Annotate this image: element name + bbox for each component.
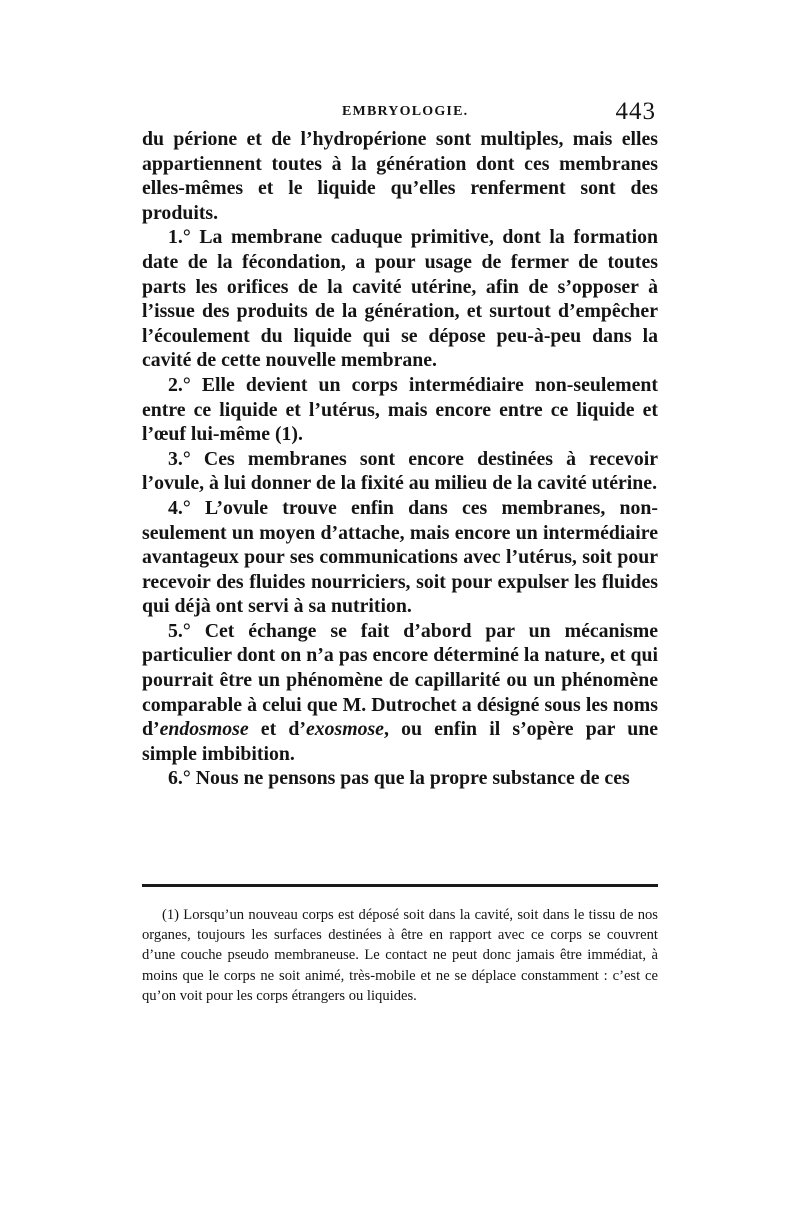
paragraph-5-text-before: 5.° Cet échange se fait d’abord par un mécanisme particulier dont on n’a pas encore déterminé la nature, et qui pourrait être un phénomène de capillarité ou un phénomène comparable à celui que M. Dutrochet a désigné sous les noms d’ [142,619,658,741]
paragraph-4: 4.° L’ovule trouve enfin dans ces membranes, non-seulement un moyen d’attache, mais encore un intermédiaire avantageux pour ses communications avec l’utérus, soit pour recevoir des fluides nourriciers, soit pour expulser les fluides qui déjà ont servi à sa nutrition. [142,496,658,618]
running-head [142,98,658,128]
running-title: EMBRYOLOGIE. [342,104,469,119]
term-exosmose: exosmose [305,718,384,741]
paragraph-continuation: du périone et de l’hydropérione sont multiples, mais elles appartiennent toutes à la génération dont ces membranes elles-mêmes et le liquide qu’elles renferment sont des produits. [142,128,658,224]
page-number: 443 [615,98,656,125]
paragraph-3: 3.° Ces membranes sont encore destinées à recevoir l’ovule, à lui donner de la fixité au milieu de la cavité utérine. [142,447,658,495]
paragraph-5-text-middle: et d’ [248,718,306,741]
paragraph-6: 6.° Nous ne pensons pas que la propre substance de ces [168,767,630,790]
footnote-separator-rule [142,884,658,887]
footnote-1: (1) Lorsqu’un nouveau corps est déposé soit dans la cavité, soit dans le tissu de nos organes, toujours les surfaces destinées à être en rapport avec ce corps se couvrent d’une couche pseudo membraneuse. Le contact ne peut donc jamais être immédiat, à moins que le corps ne soit animé, très-mobile et ne se déplace constamment : c’est ce qu’on voit pour les corps étrangers ou liquides. [142,907,658,1004]
paragraph-5-text-after: , ou enfin il s’opère par une simple imbibition. [142,718,658,765]
term-endosmose: endosmose [159,718,249,741]
footnotes [142,905,658,1006]
paragraph-5 [142,619,658,767]
paragraph-2: 2.° Elle devient un corps intermédiaire non-seulement entre ce liquide et l’utérus, mais encore entre ce liquide et l’œuf lui-même (1). [142,373,658,446]
paragraph-1: 1.° La membrane caduque primitive, dont la formation date de la fécondation, a pour usage de fermer de toutes parts les orifices de la cavité utérine, afin de s’opposer à l’issue des produits de la génération, et surtout d’empêcher l’écoulement du liquide qui se dépose peu-à-peu dans la cavité de cette nouvelle membrane. [142,226,658,372]
main-text [142,127,658,791]
